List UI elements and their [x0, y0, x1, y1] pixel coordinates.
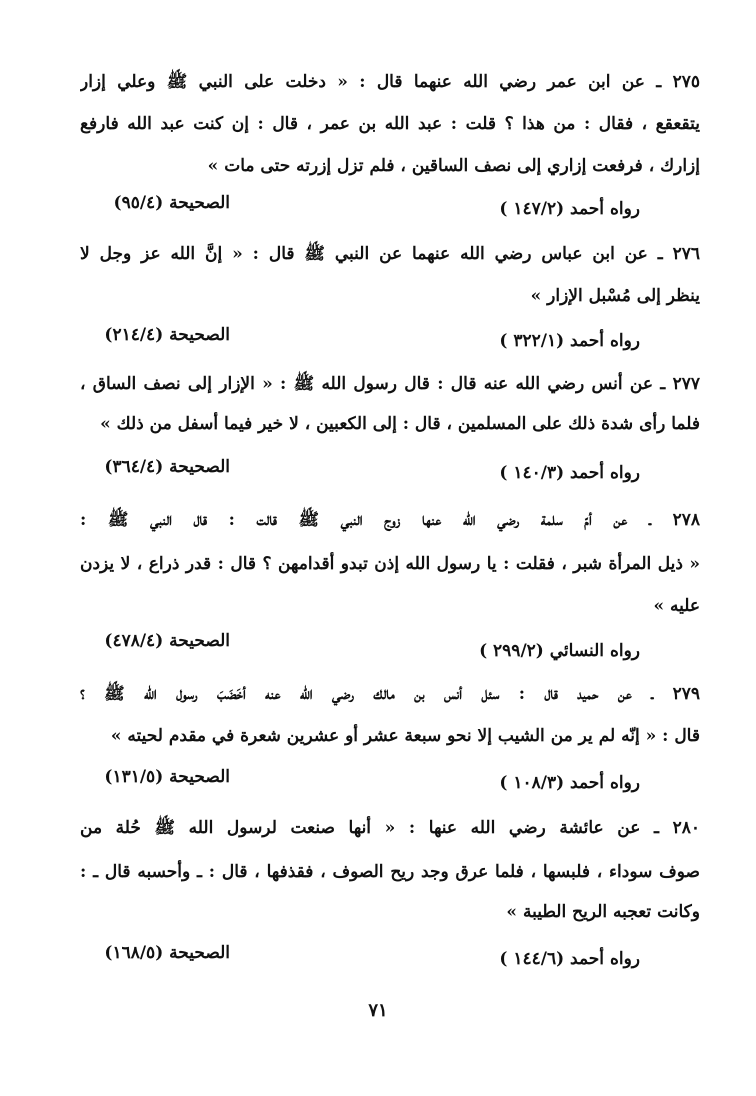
hadith-entry-280 [80, 808, 700, 988]
hadith-text-line: إزارك ، فرفعت إزاري إلى نصف الساقين ، فلم تزل إزرته حتى مات » [207, 156, 700, 176]
hadith-entry-277 [80, 364, 700, 494]
hadith-source: رواه النسائي (٢٩٩/٢ ) [479, 641, 640, 661]
hadith-text-line: ٢٧٧ ـ عن أنس رضي الله عنه قال : قال رسول الله ﷺ : « الإزار إلى نصف الساق ، [80, 374, 700, 394]
hadith-text-line: عليه » [653, 596, 700, 616]
hadith-source: رواه أحمد (١٠٨/٣ ) [499, 773, 640, 793]
hadith-source: رواه أحمد (١٤٧/٢ ) [499, 199, 640, 219]
hadith-text-line: ينظر إلى مُسْبل الإزار » [530, 286, 700, 306]
hadith-source: رواه أحمد (١٤٠/٣ ) [499, 463, 640, 483]
hadith-text-line: قال : « إنّه لم ير من الشيب إلا نحو سبعة عشر أو عشرين شعرة في مقدم لحيته » [110, 726, 700, 746]
hadith-text-line: وكانت تعجبه الريح الطيبة » [506, 902, 700, 922]
hadith-grade: الصحيحة (٣٦٤/٤) [104, 457, 230, 477]
hadith-entry-275 [80, 62, 700, 242]
hadith-entry-278 [80, 500, 700, 670]
hadith-text-line: فلما رأى شدة ذلك على المسلمين ، قال : إلى الكعبين ، لا خير فيما أسفل من ذلك » [100, 414, 700, 434]
hadith-source: رواه أحمد (١٤٤/٦ ) [499, 949, 640, 969]
hadith-text-line: « ذيل المرأة شبر ، فقلت : يا رسول الله إذن تبدو أقدامهن ؟ قال : قدر ذراع ، لا يزدن [80, 554, 700, 574]
hadith-grade: الصحيحة (٤٧٨/٤) [104, 631, 230, 651]
hadith-text-line: ٢٨٠ ـ عن عائشة رضي الله عنها : « أنها صنعت لرسول الله ﷺ حُلة من [80, 818, 700, 838]
hadith-grade: الصحيحة (٩٥/٤) [113, 193, 230, 213]
hadith-grade: الصحيحة (٢١٤/٤) [104, 325, 230, 345]
hadith-grade: الصحيحة (١٦٨/٥) [104, 943, 230, 963]
hadith-grade: الصحيحة (١٣١/٥) [104, 767, 230, 787]
page-number: ٧١ [368, 1000, 388, 1021]
hadith-text-line: ٢٧٥ ـ عن ابن عمر رضي الله عنهما قال : « دخلت على النبي ﷺ وعلي إزار [80, 72, 700, 92]
hadith-entry-276 [80, 234, 700, 364]
hadith-source: رواه أحمد (٣٢٢/١ ) [499, 331, 640, 351]
hadith-text-line: يتقعقع ، فقال : من هذا ؟ قلت : عبد الله بن عمر ، قال : إن كنت عبد الله فارفع [80, 114, 700, 134]
hadith-text-line: ٢٧٩ ـ عن حميد قال : سئل أنس بن مالك رضي الله عنه أخَضَبَ رسول الله ﷺ ؟ [80, 684, 700, 704]
hadith-text-line: ٢٧٨ ـ عن أمّ سلمة رضي الله عنها زوج النبي ﷺ قالت : قال النبي ﷺ : [80, 510, 700, 530]
hadith-entry-279 [80, 674, 700, 804]
hadith-text-line: ٢٧٦ ـ عن ابن عباس رضي الله عنهما عن النبي ﷺ قال : « إنَّ الله عز وجل لا [80, 244, 700, 264]
hadith-text-line: صوف سوداء ، فلبسها ، فلما عرق وجد ريح الصوف ، فقذفها ، قال : ـ وأحسبه قال ـ : [80, 862, 700, 882]
